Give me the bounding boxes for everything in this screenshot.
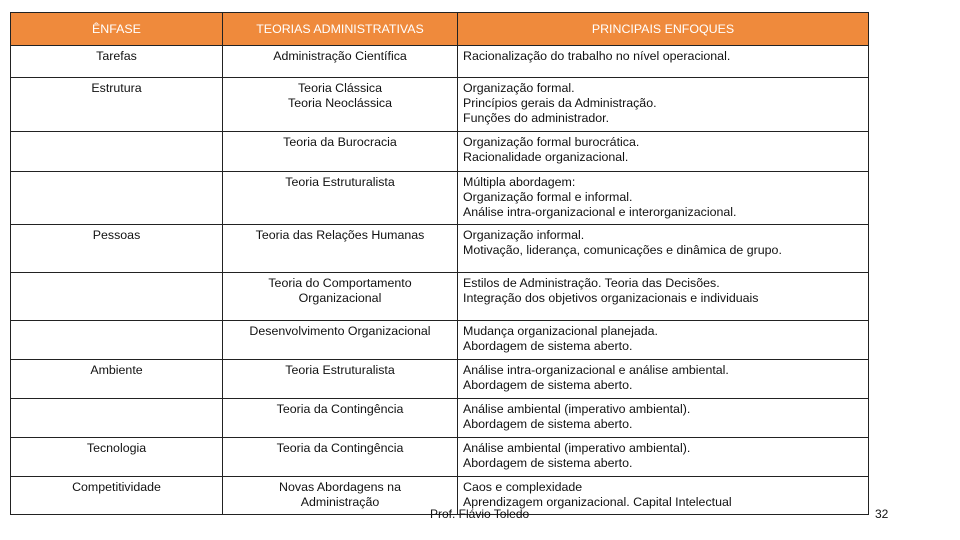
teoria-line: Organizacional: [298, 291, 382, 305]
enfoque-line: Múltipla abordagem:: [463, 175, 576, 189]
enfoque-line: Análise intra-organizacional e análise ambiental.: [463, 363, 729, 377]
enfoque-line: Racionalidade organizacional.: [463, 150, 629, 164]
teoria-line: Teoria da Contingência: [276, 402, 404, 416]
teoria-line: Teoria da Contingência: [276, 441, 404, 455]
teoria-cell: [223, 46, 458, 78]
teoria-line: Teoria da Burocracia: [283, 135, 397, 149]
table-row: [11, 438, 869, 477]
table-row: [11, 321, 869, 360]
enfase-cell: Ambiente: [11, 360, 223, 399]
enfoque-cell: [458, 78, 869, 132]
teoria-line: Teoria do Comportamento: [268, 276, 412, 290]
enfase-cell: [11, 399, 223, 438]
enfoque-cell: [458, 172, 869, 225]
teoria-cell: [223, 360, 458, 399]
enfoque-line: Funções do administrador.: [463, 111, 610, 125]
enfoque-line: Organização formal burocrática.: [463, 135, 640, 149]
enfoque-line: Abordagem de sistema aberto.: [463, 378, 633, 392]
teoria-line: Teoria Estruturalista: [285, 175, 395, 189]
teoria-cell: [223, 477, 458, 515]
enfoque-cell: [458, 321, 869, 360]
enfase-cell: Pessoas: [11, 225, 223, 273]
teoria-line: Administração: [300, 495, 380, 509]
enfoque-line: Organização formal e informal.: [463, 190, 633, 204]
header-teorias: TEORIAS ADMINISTRATIVAS: [223, 13, 458, 46]
enfoque-line: Análise intra-organizacional e interorganizacional.: [463, 205, 737, 219]
teoria-cell: [223, 399, 458, 438]
header-enfoques: PRINCIPAIS ENFOQUES: [458, 13, 869, 46]
enfoque-cell: [458, 360, 869, 399]
teoria-line: Teoria Estruturalista: [285, 363, 395, 377]
enfase-cell: Competitividade: [11, 477, 223, 515]
table-row: [11, 78, 869, 132]
enfoque-line: Caos e complexidade: [463, 480, 583, 494]
header-enfase: ÊNFASE: [11, 13, 223, 46]
teoria-cell: [223, 438, 458, 477]
enfase-cell: Tecnologia: [11, 438, 223, 477]
enfase-cell: [11, 132, 223, 172]
teoria-line: Teoria Clássica: [297, 81, 382, 95]
table-row: [11, 132, 869, 172]
enfoque-line: Abordagem de sistema aberto.: [463, 456, 633, 470]
enfoque-cell: [458, 225, 869, 273]
theories-table: [10, 12, 869, 515]
table-row: [11, 172, 869, 225]
table-row: [11, 360, 869, 399]
page-number: 32: [875, 507, 889, 521]
enfoque-cell: [458, 132, 869, 172]
enfase-cell: [11, 273, 223, 321]
teoria-line: Administração Científica: [273, 49, 407, 63]
enfoque-line: Integração dos objetivos organizacionais e individuais: [463, 291, 759, 305]
teoria-cell: [223, 132, 458, 172]
enfase-cell: Estrutura: [11, 78, 223, 132]
enfoque-cell: [458, 273, 869, 321]
table-row: [11, 46, 869, 78]
footer-author: Prof. Flávio Toledo: [430, 507, 530, 521]
enfoque-line: Aprendizagem organizacional. Capital Intelectual: [463, 495, 732, 509]
enfoque-cell: [458, 438, 869, 477]
table-row: [11, 399, 869, 438]
enfoque-line: Princípios gerais da Administração.: [463, 96, 657, 110]
teoria-cell: [223, 172, 458, 225]
table-row: [11, 273, 869, 321]
table-body: [11, 46, 869, 515]
teoria-line: Teoria das Relações Humanas: [255, 228, 425, 242]
enfoque-line: Mudança organizacional planejada.: [463, 324, 658, 338]
teoria-line: Teoria Neoclássica: [288, 96, 392, 110]
enfoque-cell: [458, 399, 869, 438]
enfase-cell: Tarefas: [11, 46, 223, 78]
teoria-cell: [223, 78, 458, 132]
enfase-cell: [11, 321, 223, 360]
enfoque-line: Análise ambiental (imperativo ambiental).: [463, 441, 691, 455]
enfoque-line: Racionalização do trabalho no nível operacional.: [463, 49, 731, 63]
teoria-cell: [223, 225, 458, 273]
enfoque-line: Abordagem de sistema aberto.: [463, 339, 633, 353]
enfoque-cell: [458, 46, 869, 78]
teoria-line: Novas Abordagens na: [279, 480, 401, 494]
table-row: [11, 225, 869, 273]
enfoque-line: Estilos de Administração. Teoria das Decisões.: [463, 276, 720, 290]
table-header-row: [11, 13, 869, 46]
enfoque-line: Abordagem de sistema aberto.: [463, 417, 633, 431]
teoria-cell: [223, 273, 458, 321]
enfase-cell: [11, 172, 223, 225]
enfoque-line: Organização informal.: [463, 228, 585, 242]
enfoque-line: Motivação, liderança, comunicações e dinâmica de grupo.: [463, 243, 782, 257]
teoria-line: Desenvolvimento Organizacional: [249, 324, 431, 338]
teoria-cell: [223, 321, 458, 360]
enfoque-line: Organização formal.: [463, 81, 575, 95]
enfoque-line: Análise ambiental (imperativo ambiental).: [463, 402, 691, 416]
